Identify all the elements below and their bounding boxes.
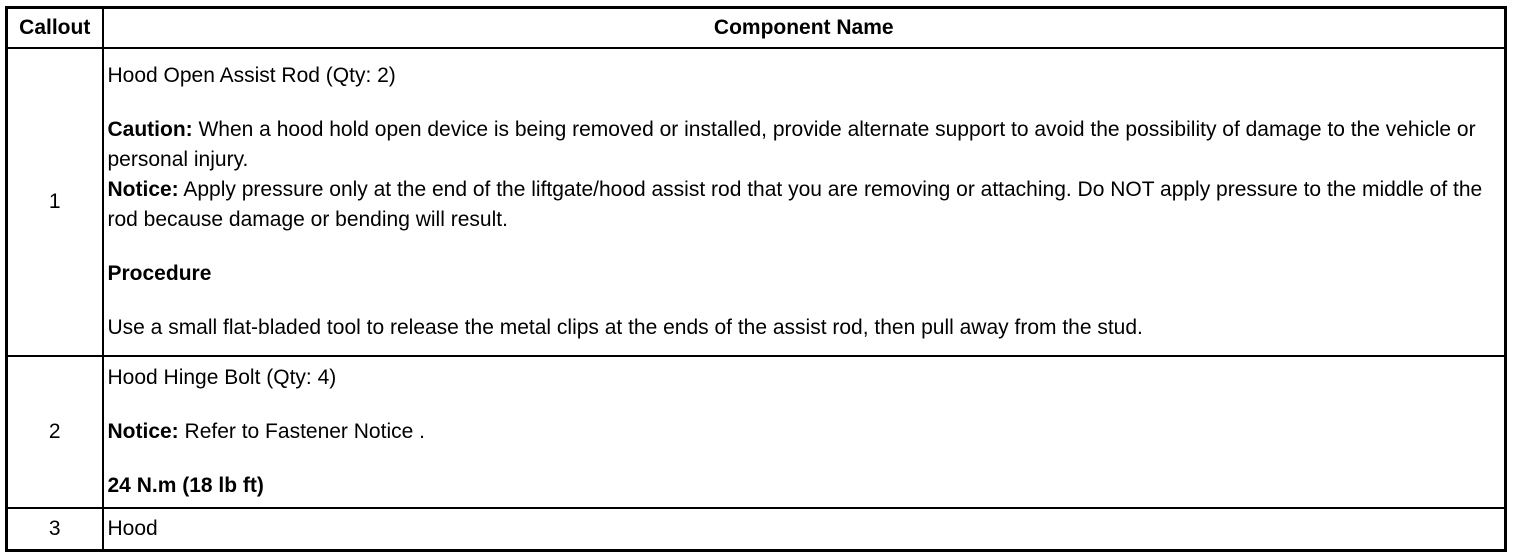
notice-label: Notice: <box>107 178 179 201</box>
procedure-heading: Procedure <box>107 262 212 285</box>
notice-text: Apply pressure only at the end of the liftgate/hood assist rod that you are removing or attaching. Do NOT apply pressure to the middle of the rod because damage or bending will result. <box>107 178 1483 231</box>
callout-cell: 3 <box>7 508 103 551</box>
header-callout: Callout <box>7 8 103 49</box>
callout-cell: 1 <box>7 48 103 356</box>
component-table-container <box>5 6 1507 552</box>
notice-note <box>108 175 1501 235</box>
component-cell <box>103 508 1506 551</box>
table-header-row <box>7 8 1506 49</box>
table-row <box>7 48 1506 356</box>
component-name: Hood Open Assist Rod (Qty: 2) <box>107 64 396 87</box>
component-cell <box>103 356 1506 508</box>
table-row <box>7 508 1506 551</box>
component-table <box>5 6 1507 552</box>
component-name: Hood Hinge Bolt (Qty: 4) <box>107 366 337 389</box>
procedure-text: Use a small flat-bladed tool to release the metal clips at the ends of the assist rod, then pull away from the stud. <box>107 316 1143 339</box>
callout-cell: 2 <box>7 356 103 508</box>
caution-label: Caution: <box>107 118 193 141</box>
component-name: Hood <box>107 517 158 540</box>
component-cell <box>103 48 1506 356</box>
header-component-name: Component Name <box>103 8 1506 49</box>
caution-text: When a hood hold open device is being removed or installed, provide alternate support to avoid the possibility of damage to the vehicle or personal injury. <box>107 118 1476 171</box>
torque-spec: 24 N.m (18 lb ft) <box>107 474 264 497</box>
notice-text: Refer to Fastener Notice . <box>178 420 425 443</box>
caution-note <box>108 115 1501 175</box>
notice-label: Notice: <box>107 420 179 443</box>
table-row <box>7 356 1506 508</box>
notice-note <box>108 417 1501 447</box>
